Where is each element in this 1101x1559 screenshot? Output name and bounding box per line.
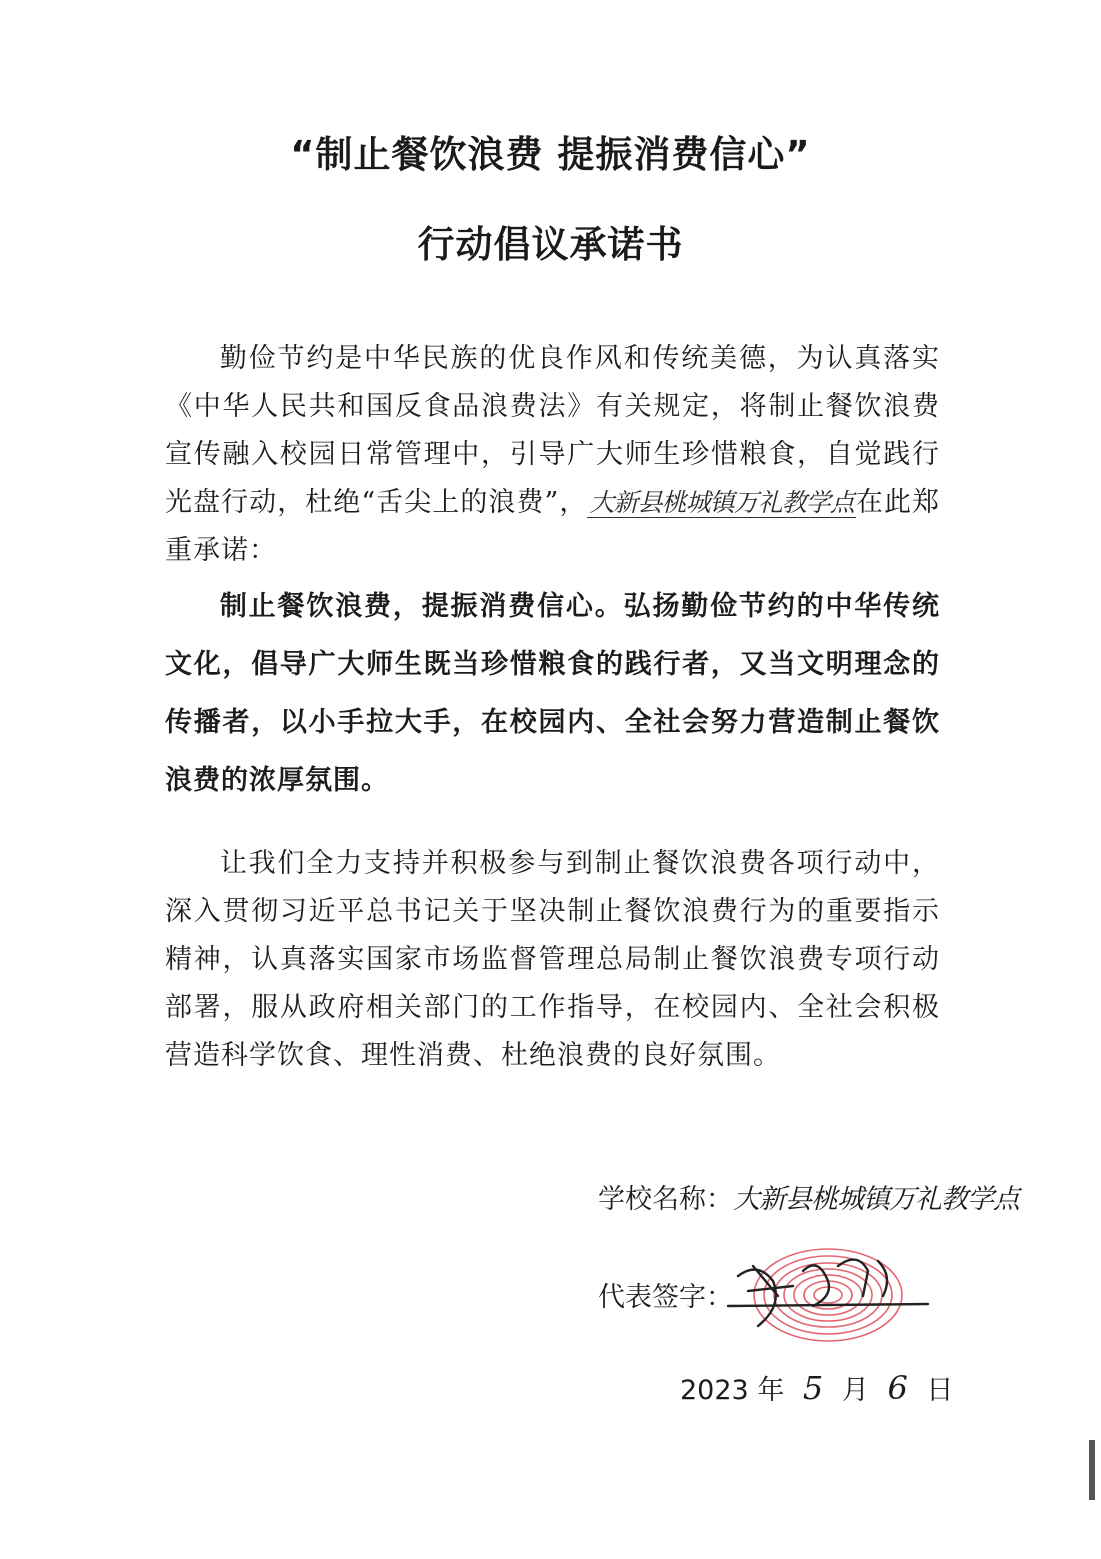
date-year-unit: 年 (757, 1375, 785, 1406)
document-title-line2: 行动倡议承诺书 (417, 223, 684, 266)
paragraph-1-text: 勤俭节约是中华民族的优良作风和传统美德，为认真落实《中华人民共和国反食品浪费法》有关规定，将制止餐饮浪费宣传融入校园日常管理中，引导广大师生珍惜粮食，自觉践行光盘行动，杜绝“舌尖上的浪费”， (165, 343, 940, 518)
paragraph-1 (165, 335, 940, 575)
date-month-unit: 月 (841, 1375, 869, 1406)
paragraph-2-text: 制止餐饮浪费，提振消费信心。弘扬勤俭节约的中华传统文化，倡导广大师生既当珍惜粮食的践行者，又当文明理念的传播者，以小手拉大手，在校园内、全社会努力营造制止餐饮浪费的浓厚氛围。 (165, 591, 940, 796)
representative-signature-row (598, 1275, 733, 1314)
signing-date (680, 1368, 953, 1407)
date-day-unit: 日 (926, 1375, 954, 1406)
school-name-row (598, 1177, 1019, 1216)
document-title-line1: “制止餐饮浪费 提振消费信心” (290, 133, 811, 176)
handwritten-signature (718, 1236, 938, 1346)
date-day: 6 (887, 1369, 908, 1407)
school-name-label: 学校名称： (598, 1184, 733, 1215)
paragraph-1-tail: 在此郑重承诺： (165, 487, 941, 566)
paragraph-3-text: 让我们全力支持并积极参与到制止餐饮浪费各项行动中，深入贯彻习近平总书记关于坚决制止餐饮浪费行为的重要指示精神，认真落实国家市场监督管理总局制止餐饮浪费专项行动部署，服从政府相关部门的工作指导，在校园内、全社会积极营造科学饮食、理性消费、杜绝浪费的良好氛围。 (165, 848, 940, 1071)
paragraph-3 (165, 840, 940, 1080)
handwritten-school-name: 大新县桃城镇万礼教学点 (589, 488, 854, 517)
paragraph-2-bold (165, 578, 940, 810)
scan-edge-mark (1089, 1440, 1095, 1500)
representative-label: 代表签字： (598, 1282, 733, 1313)
date-year: 2023 (680, 1375, 749, 1406)
date-month: 5 (802, 1369, 824, 1407)
school-name-handwritten: 大新县桃城镇万礼教学点 (733, 1184, 1019, 1215)
